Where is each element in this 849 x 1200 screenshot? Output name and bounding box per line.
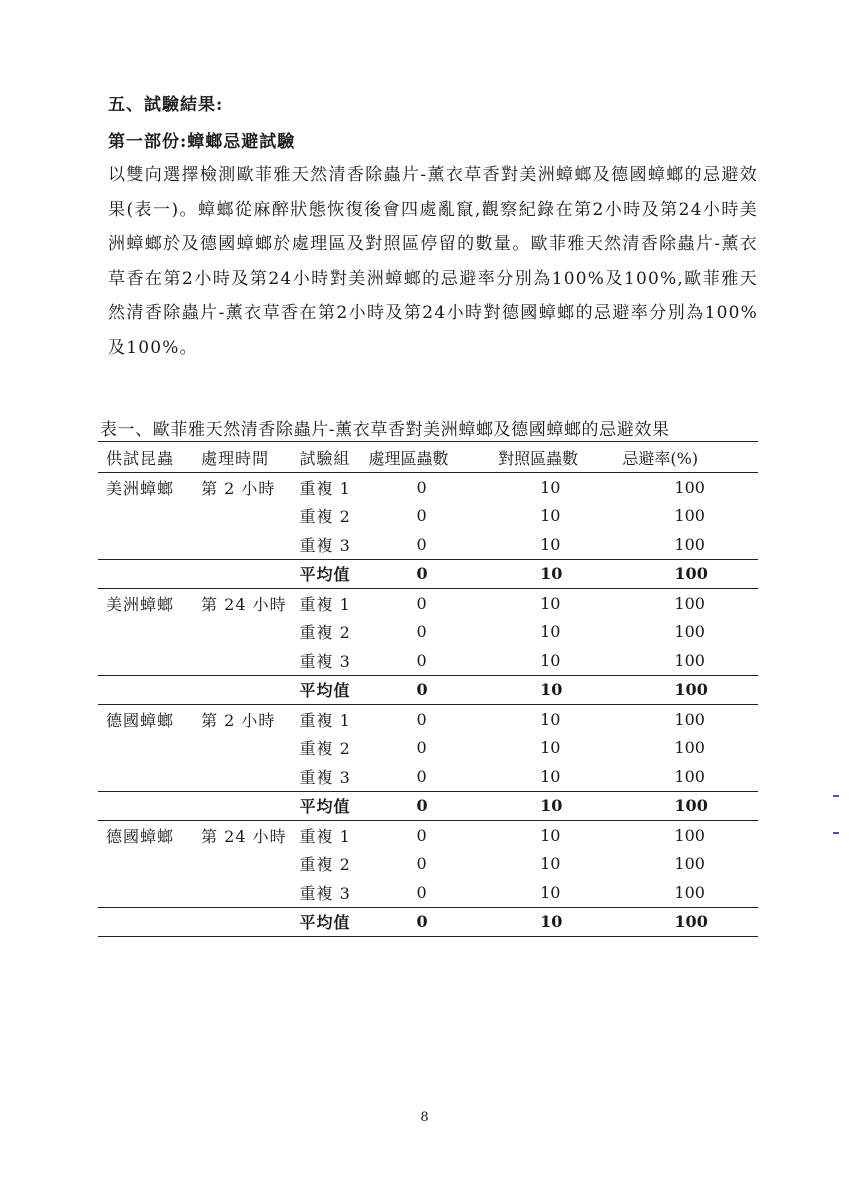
body-paragraph: 以雙向選擇檢測歐菲雅天然清香除蟲片-薰衣草香對美洲蟑螂及德國蟑螂的忌避效果(表一)。蟑螂從麻醉狀態恢復後會四處亂竄,觀察紀錄在第2小時及第24小時美洲蟑螂於及德國蟑螂於處理區及對照區停留的數量。歐菲雅天然清香除蟲片-薰衣草香在第2小時及第24小時對美洲蟑螂的忌避率分別為100%及100%,歐菲雅天然清香除蟲片-薰衣草香在第2小時及第24小時對德國蟑螂的忌避率分別為100%及100%。 xyxy=(108,165,758,358)
table-row xyxy=(98,589,758,618)
trial-cell: 重複 1 xyxy=(299,594,351,614)
trial-cell: 重複 1 xyxy=(299,478,351,498)
treat-count-cell: 0 xyxy=(416,882,427,902)
time-cell xyxy=(201,675,299,705)
time-cell xyxy=(201,850,299,879)
table-row xyxy=(98,821,758,850)
treat-count-cell: 0 xyxy=(416,593,427,613)
margin-mark xyxy=(833,832,839,834)
time-cell: 第 2 小時 xyxy=(201,710,276,730)
table-row xyxy=(98,473,758,502)
trial-cell: 重複 1 xyxy=(299,710,351,730)
control-count-cell: 10 xyxy=(540,825,561,845)
control-count-cell: 10 xyxy=(540,738,561,758)
trial-cell: 重複 3 xyxy=(299,535,351,555)
repellency-cell: 100 xyxy=(622,791,758,821)
insect-cell xyxy=(98,675,201,705)
time-cell xyxy=(201,502,299,531)
insect-cell xyxy=(98,618,201,647)
treat-count-cell: 0 xyxy=(416,825,427,845)
time-cell: 第 24 小時 xyxy=(201,594,287,614)
control-count-cell: 10 xyxy=(540,882,561,902)
table-row xyxy=(98,705,758,734)
table-row xyxy=(98,878,758,907)
table-row xyxy=(98,502,758,531)
trial-cell: 重複 2 xyxy=(299,623,351,643)
page-number: 8 xyxy=(420,1110,429,1125)
repellency-cell: 100 xyxy=(674,506,705,526)
time-cell xyxy=(201,559,299,589)
treat-count-cell: 0 xyxy=(416,854,427,874)
section-title: 五、試驗結果: xyxy=(108,95,224,115)
table-caption: 表一、歐菲雅天然清香除蟲片-薰衣草香對美洲蟑螂及德國蟑螂的忌避效果 xyxy=(100,420,670,440)
insect-cell xyxy=(98,762,201,791)
trial-cell: 重複 2 xyxy=(299,855,351,875)
table-row xyxy=(98,530,758,559)
time-cell: 第 24 小時 xyxy=(201,826,287,846)
insect-cell: 德國蟑螂 xyxy=(106,710,175,730)
part-title: 第一部份:蟑螂忌避試驗 xyxy=(108,132,296,152)
repellency-cell: 100 xyxy=(674,738,705,758)
table-row xyxy=(98,734,758,763)
header-trial: 試驗組 xyxy=(299,448,351,468)
repellency-cell: 100 xyxy=(674,882,705,902)
trial-cell: 重複 3 xyxy=(299,767,351,787)
repellency-cell: 100 xyxy=(674,650,705,670)
repellency-table xyxy=(98,441,758,937)
control-count-cell: 10 xyxy=(498,559,622,589)
trial-cell: 平均值 xyxy=(300,559,369,589)
control-count-cell: 10 xyxy=(498,675,622,705)
insect-cell xyxy=(98,734,201,763)
control-count-cell: 10 xyxy=(498,907,622,937)
header-treat-count: 處理區蟲數 xyxy=(368,448,449,468)
treat-count-cell: 0 xyxy=(416,766,427,786)
table-header xyxy=(98,442,758,473)
treat-count-cell: 0 xyxy=(416,709,427,729)
table-row xyxy=(98,850,758,879)
time-cell xyxy=(201,762,299,791)
trial-cell: 重複 2 xyxy=(299,507,351,527)
repellency-cell: 100 xyxy=(674,622,705,642)
trial-cell: 平均值 xyxy=(300,907,369,937)
header-control-count: 對照區蟲數 xyxy=(498,448,579,468)
time-cell xyxy=(201,646,299,675)
insect-cell xyxy=(98,791,201,821)
insect-cell xyxy=(98,850,201,879)
table-row xyxy=(98,762,758,791)
control-count-cell: 10 xyxy=(540,534,561,554)
insect-cell xyxy=(98,907,201,937)
treat-count-cell: 0 xyxy=(369,907,499,937)
time-cell xyxy=(201,878,299,907)
trial-cell: 平均值 xyxy=(300,675,369,705)
time-cell xyxy=(201,907,299,937)
repellency-cell: 100 xyxy=(674,477,705,497)
time-cell xyxy=(201,618,299,647)
treat-count-cell: 0 xyxy=(416,506,427,526)
table-row xyxy=(98,618,758,647)
insect-cell xyxy=(98,559,201,589)
control-count-cell: 10 xyxy=(540,506,561,526)
trial-cell: 平均值 xyxy=(300,791,369,821)
control-count-cell: 10 xyxy=(540,593,561,613)
control-count-cell: 10 xyxy=(540,709,561,729)
control-count-cell: 10 xyxy=(540,650,561,670)
repellency-cell: 100 xyxy=(674,593,705,613)
treat-count-cell: 0 xyxy=(416,622,427,642)
treat-count-cell: 0 xyxy=(369,791,499,821)
repellency-cell: 100 xyxy=(674,534,705,554)
header-row xyxy=(98,442,758,473)
repellency-cell: 100 xyxy=(622,675,758,705)
repellency-cell: 100 xyxy=(674,854,705,874)
time-cell xyxy=(201,791,299,821)
margin-mark xyxy=(833,795,839,797)
header-insect: 供試昆蟲 xyxy=(106,448,175,468)
repellency-cell: 100 xyxy=(622,559,758,589)
average-row xyxy=(98,791,758,821)
insect-cell xyxy=(98,878,201,907)
insect-cell: 美洲蟑螂 xyxy=(106,478,175,498)
average-row xyxy=(98,559,758,589)
repellency-cell: 100 xyxy=(674,709,705,729)
treat-count-cell: 0 xyxy=(369,675,499,705)
repellency-cell: 100 xyxy=(674,825,705,845)
control-count-cell: 10 xyxy=(540,477,561,497)
header-repellency: 忌避率(%) xyxy=(622,448,699,468)
treat-count-cell: 0 xyxy=(416,738,427,758)
average-row xyxy=(98,907,758,937)
control-count-cell: 10 xyxy=(498,791,622,821)
time-cell xyxy=(201,530,299,559)
trial-cell: 重複 1 xyxy=(299,826,351,846)
insect-cell: 美洲蟑螂 xyxy=(106,594,175,614)
treat-count-cell: 0 xyxy=(416,534,427,554)
header-time: 處理時間 xyxy=(201,448,270,468)
insect-cell: 德國蟑螂 xyxy=(106,826,175,846)
treat-count-cell: 0 xyxy=(416,650,427,670)
time-cell xyxy=(201,734,299,763)
time-cell: 第 2 小時 xyxy=(201,478,276,498)
treat-count-cell: 0 xyxy=(369,559,499,589)
repellency-cell: 100 xyxy=(622,907,758,937)
repellency-cell: 100 xyxy=(674,766,705,786)
table-row xyxy=(98,646,758,675)
control-count-cell: 10 xyxy=(540,622,561,642)
average-row xyxy=(98,675,758,705)
table-body xyxy=(98,473,758,937)
control-count-cell: 10 xyxy=(540,766,561,786)
treat-count-cell: 0 xyxy=(416,477,427,497)
control-count-cell: 10 xyxy=(540,854,561,874)
trial-cell: 重複 3 xyxy=(299,651,351,671)
insect-cell xyxy=(98,530,201,559)
trial-cell: 重複 3 xyxy=(299,883,351,903)
insect-cell xyxy=(98,646,201,675)
insect-cell xyxy=(98,502,201,531)
trial-cell: 重複 2 xyxy=(299,739,351,759)
